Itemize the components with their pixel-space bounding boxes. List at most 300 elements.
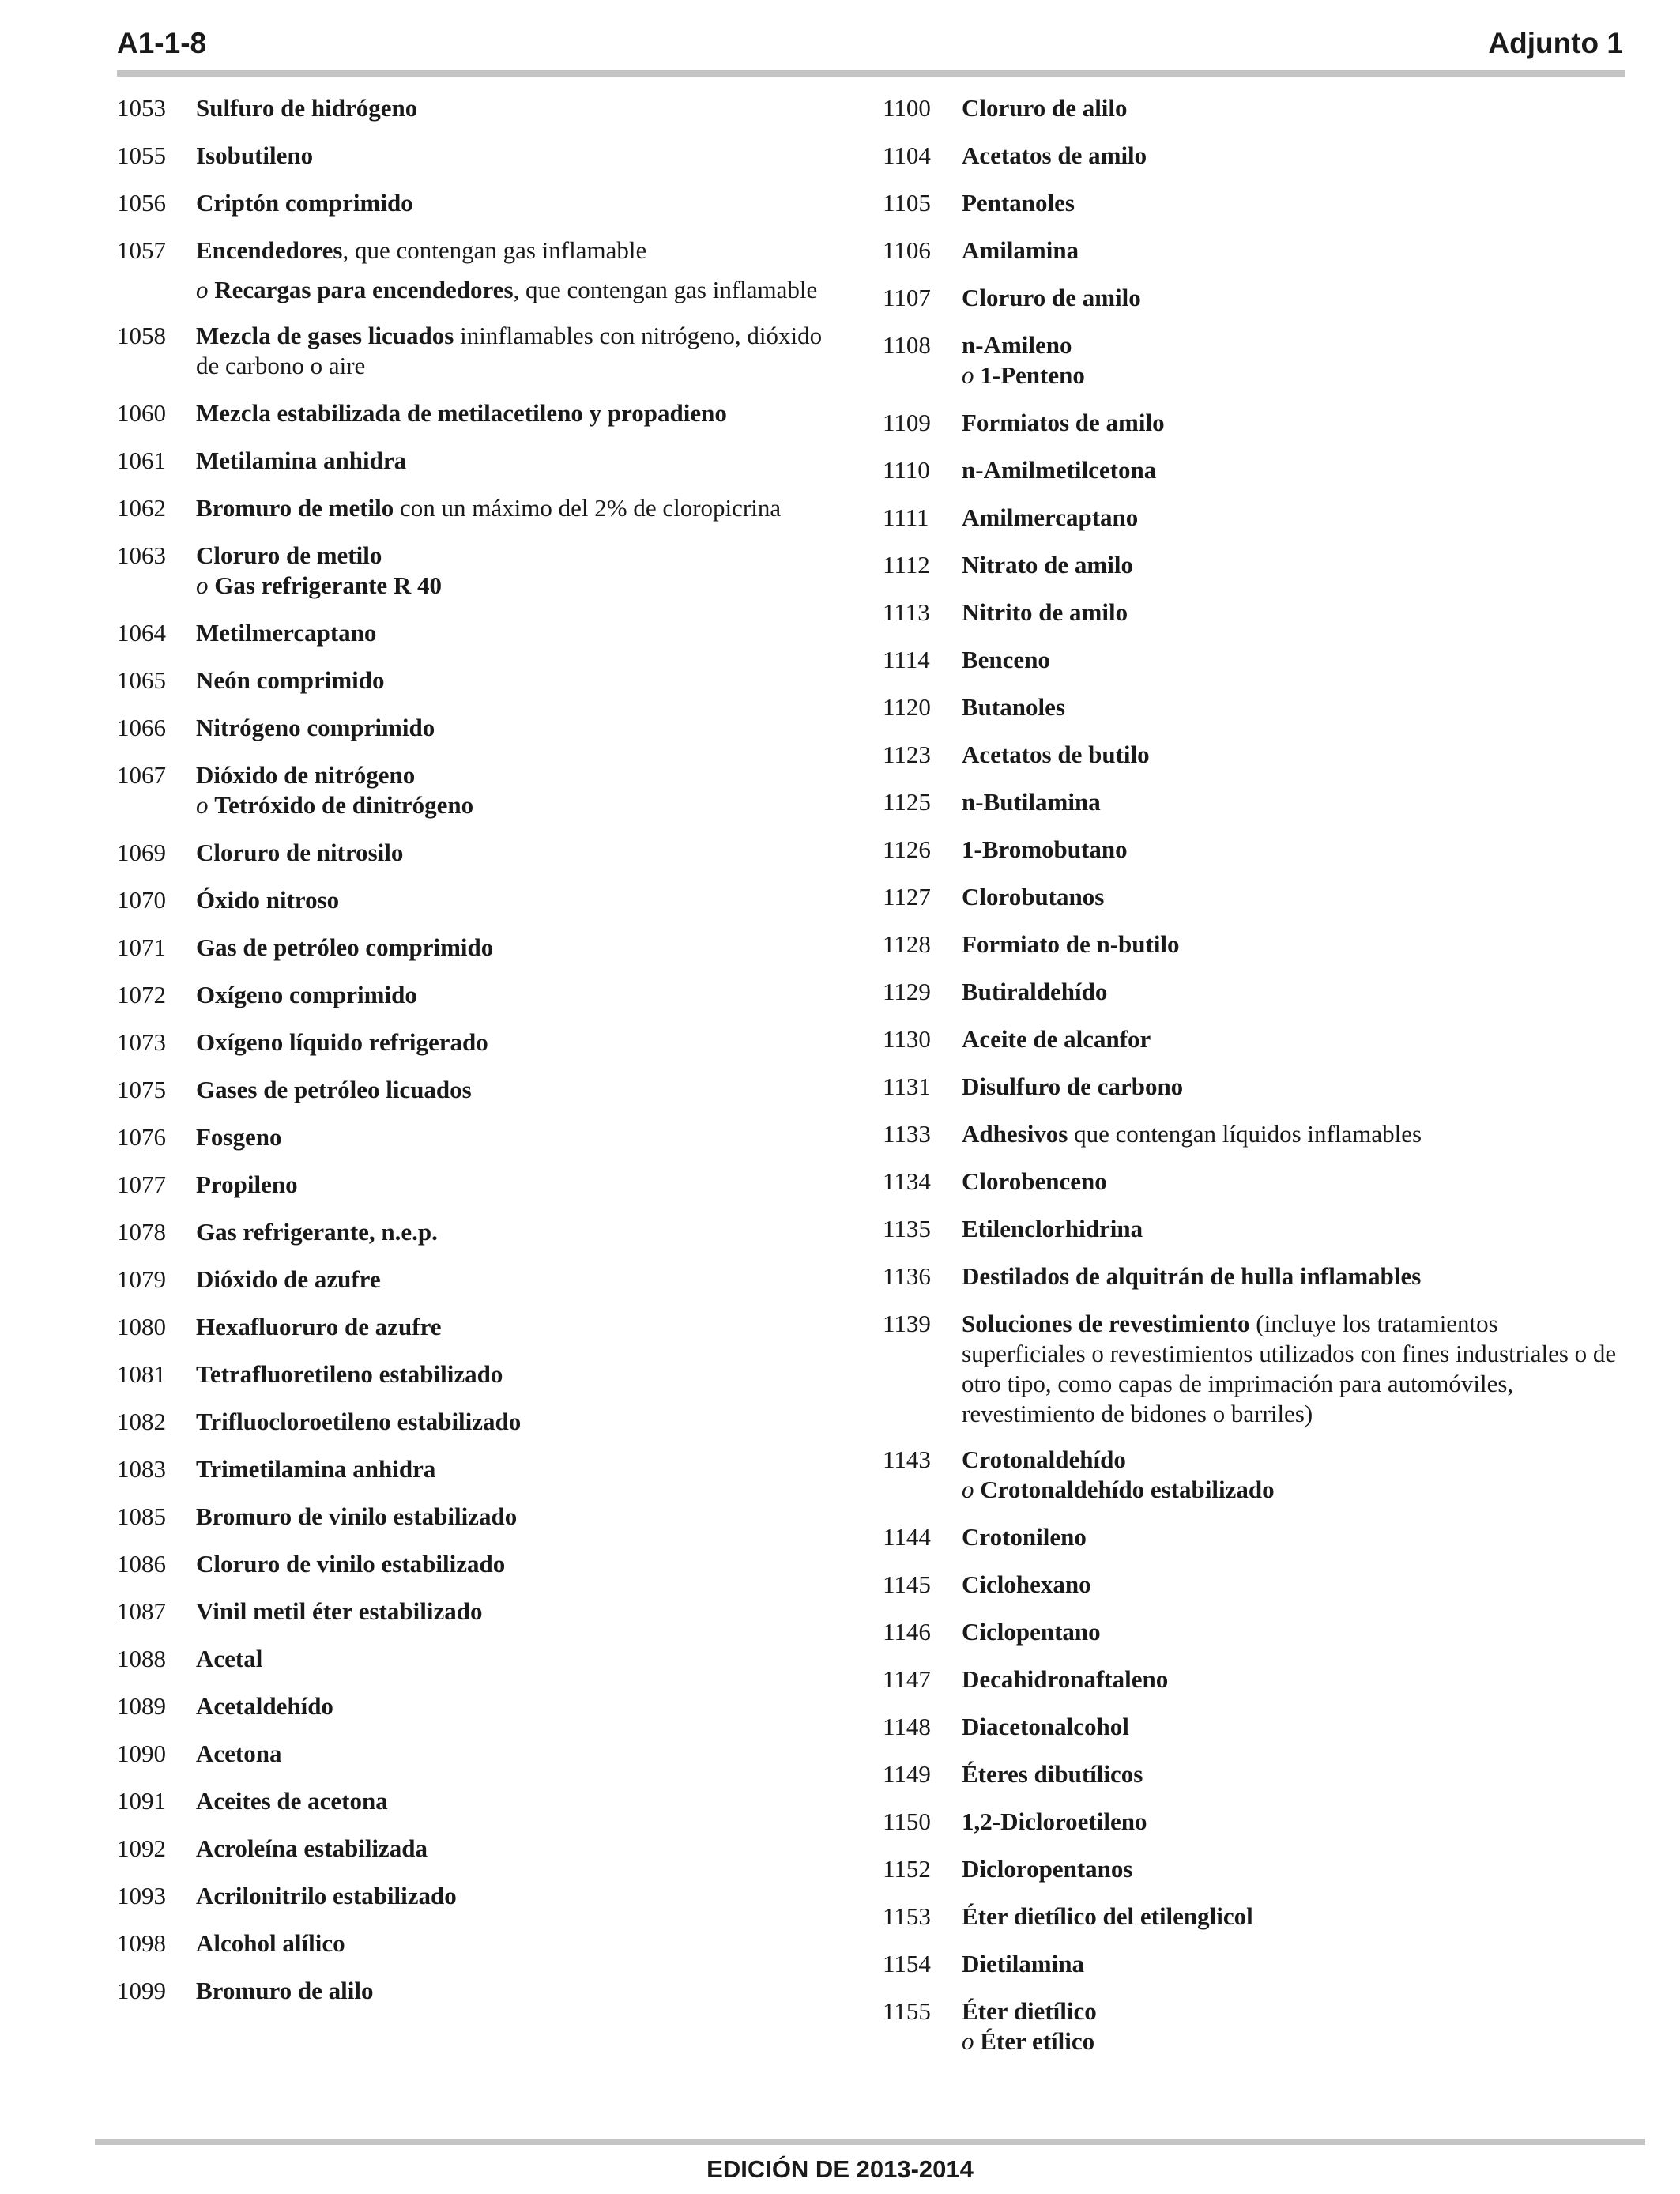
substance-name: Aceites de acetona [196,1787,388,1815]
substance-name: Propileno [196,1171,298,1198]
substance-name: Acetaldehído [196,1692,333,1720]
entry-text [196,93,844,123]
entry-text [196,1359,844,1389]
un-number: 1113 [883,598,930,626]
substance-name: Gases de petróleo licuados [196,1076,472,1103]
entry-text [962,835,1625,865]
un-number: 1083 [117,1455,166,1483]
entry [883,188,1625,218]
entry [883,93,1625,123]
un-number: 1145 [883,1570,931,1598]
entry [883,141,1625,171]
un-number: 1063 [117,541,166,569]
entry-alternative [117,275,844,305]
entry [883,1309,1625,1429]
substance-name: Acrilonitrilo estabilizado [196,1882,457,1909]
un-number: 1104 [883,141,931,169]
un-number: 1112 [883,551,930,579]
entry [117,933,844,963]
entry [117,760,844,790]
un-number: 1106 [883,236,931,264]
un-number: 1057 [117,236,166,264]
un-number: 1064 [117,619,166,647]
entry-text [962,1024,1625,1054]
substance-name: Mezcla de gases licuados [196,322,454,349]
un-number: 1133 [883,1120,931,1148]
substance-name: Dicloropentanos [962,1855,1133,1883]
entry [117,1739,844,1769]
entry [883,1214,1625,1244]
substance-name: Acetona [196,1740,282,1767]
substance-name: n-Amilmetilcetona [962,456,1157,484]
entry [117,1217,844,1247]
entry [883,1261,1625,1291]
substance-name: Ciclohexano [962,1570,1091,1598]
entry-text [962,1570,1625,1600]
un-number: 1080 [117,1313,166,1340]
entry-text [962,1807,1625,1837]
un-number: 1056 [117,189,166,217]
un-number: 1114 [883,646,930,673]
un-number: 1109 [883,409,931,436]
entry [117,1834,844,1864]
entry-text [962,503,1625,533]
entry [117,838,844,868]
entry [883,455,1625,485]
entry-text [962,93,1625,123]
un-number: 1120 [883,693,931,721]
entry [883,598,1625,628]
un-number: 1081 [117,1360,166,1388]
entry [117,236,844,266]
entry-text [196,980,844,1010]
entry-text [196,236,844,266]
substance-description: ininflamables con nitrógeno, dióxido de carbono o aire [196,322,823,379]
un-number: 1111 [883,503,929,531]
substance-name: Butiraldehído [962,978,1108,1005]
entry [883,692,1625,722]
entry [117,188,844,218]
un-number: 1100 [883,94,931,122]
entry-text [196,321,844,381]
entry [883,283,1625,313]
entry-text [196,1786,844,1816]
un-number: 1076 [117,1123,166,1151]
entry [883,929,1625,959]
un-number: 1136 [883,1262,931,1290]
entry-text [196,1265,844,1295]
substance-name: Ciclopentano [962,1618,1101,1646]
entry [883,330,1625,360]
entry [883,1664,1625,1695]
substance-name: Disulfuro de carbono [962,1072,1184,1100]
entry-text [196,1312,844,1342]
entry [117,1976,844,2006]
right-column [883,93,1625,2056]
substance-name: Gas refrigerante R 40 [214,571,443,599]
entry [883,550,1625,580]
entry [883,1949,1625,1979]
substance-name: Criptón comprimido [196,189,413,217]
entry-text [962,550,1625,580]
substance-name: Acetal [196,1645,263,1672]
entry-text [196,1549,844,1579]
entry-text [196,1739,844,1769]
entry [883,835,1625,865]
substance-name: n-Butilamina [962,788,1101,816]
un-number: 1089 [117,1692,166,1720]
substance-name: Oxígeno comprimido [196,981,417,1008]
un-number: 1150 [883,1808,931,1835]
entry [883,1024,1625,1054]
entry-text [962,360,1625,390]
substance-name: Sulfuro de hidrógeno [196,94,418,122]
entry [883,882,1625,912]
entry [883,1807,1625,1837]
un-number: 1072 [117,981,166,1008]
substance-name: Alcohol alílico [196,1929,345,1957]
entry-alternative [883,1475,1625,1505]
un-number: 1126 [883,835,931,863]
entry [117,1170,844,1200]
entry-text [962,1712,1625,1742]
substance-description: , que contengan gas inflamable [513,276,818,303]
entry [883,977,1625,1007]
substance-name: Bromuro de alilo [196,1977,374,2004]
entry-text [196,275,844,305]
entry [117,1928,844,1958]
entry-text [196,760,844,790]
substance-name: Vinil metil éter estabilizado [196,1597,483,1625]
substance-name: Destilados de alquitrán de hulla inflamables [962,1262,1422,1290]
un-number: 1078 [117,1218,166,1246]
entry-text [962,1617,1625,1647]
entry-text [962,1902,1625,1932]
entry-text [962,408,1625,438]
un-number: 1085 [117,1502,166,1530]
entry [883,1167,1625,1197]
entry [117,1122,844,1152]
substance-name: Acetatos de amilo [962,141,1147,169]
substance-name: Pentanoles [962,189,1075,217]
entry-text [962,1119,1625,1149]
entry [883,645,1625,675]
entry [883,1902,1625,1932]
entry-text [196,885,844,915]
un-number: 1110 [883,456,930,484]
substance-name: Dietilamina [962,1950,1084,1977]
substance-name: Formiatos de amilo [962,409,1165,436]
substance-description: (incluye los tratamientos superficiales o revestimientos utilizados con fines industriales o de otro tipo, como capas de imprimación para automóviles, revestimiento de bidones o barriles) [962,1310,1617,1427]
entry-text [962,188,1625,218]
entry [883,1759,1625,1789]
un-number: 1146 [883,1618,931,1646]
un-number: 1071 [117,933,166,961]
substance-name: Oxígeno líquido refrigerado [196,1028,488,1056]
entry-text [196,446,844,476]
entry [883,1854,1625,1884]
entry [117,398,844,428]
entry-text [196,713,844,743]
entry-text [196,1976,844,2006]
un-number: 1098 [117,1929,166,1957]
entry [883,1522,1625,1552]
un-number: 1131 [883,1072,931,1100]
entry-text [962,645,1625,675]
left-column [117,93,844,2006]
entry-text [962,330,1625,360]
entry [883,236,1625,266]
un-number: 1062 [117,494,166,522]
entry-text [962,1072,1625,1102]
entry [883,740,1625,770]
entry [883,1445,1625,1475]
substance-name: Recargas para encendedores [214,276,514,303]
substance-name: Bromuro de vinilo estabilizado [196,1502,518,1530]
entry-text [196,1881,844,1911]
entry-text [962,598,1625,628]
substance-name: Tetróxido de dinitrógeno [214,791,474,819]
entry [117,446,844,476]
substance-name: Butanoles [962,693,1065,721]
entry-text [962,1996,1625,2026]
un-number: 1107 [883,284,931,311]
un-number: 1087 [117,1597,166,1625]
substance-name: Nitrito de amilo [962,598,1128,626]
substance-name: Éter dietílico [962,1997,1097,2025]
entry-text [962,236,1625,266]
un-number: 1065 [117,666,166,694]
un-number: 1099 [117,1977,166,2004]
un-number: 1148 [883,1713,931,1740]
entry-text [196,1644,844,1674]
entry [117,141,844,171]
edition-footer: EDICIÓN DE 2013-2014 [706,2155,974,2183]
un-number: 1149 [883,1760,931,1788]
alternative-marker: o [962,1476,981,1503]
substance-name: Crotonileno [962,1523,1087,1551]
substance-name: n-Amileno [962,331,1072,359]
entry-text [196,571,844,601]
un-number: 1067 [117,761,166,789]
entry-text [196,838,844,868]
substance-name: Metilamina anhidra [196,447,407,474]
un-number: 1147 [883,1665,931,1693]
substance-name: Clorobenceno [962,1167,1107,1195]
substance-name: Isobutileno [196,141,314,169]
substance-name: Fosgeno [196,1123,282,1151]
entry-text [196,1502,844,1532]
entry [883,1119,1625,1149]
entry-text [962,1664,1625,1695]
entry [117,1644,844,1674]
substance-name: Éteres dibutílicos [962,1760,1143,1788]
entry [117,541,844,571]
entry-alternative [883,2026,1625,2056]
substance-name: Crotonaldehído estabilizado [980,1476,1275,1503]
entry [883,503,1625,533]
un-number: 1108 [883,331,931,359]
entry-text [962,1854,1625,1884]
substance-name: Dióxido de nitrógeno [196,761,416,789]
substance-name: Éter dietílico del etilenglicol [962,1902,1253,1930]
un-number: 1092 [117,1834,166,1862]
entry [117,1407,844,1437]
entry [117,1549,844,1579]
entry-text [962,740,1625,770]
entry [117,885,844,915]
entry-alternative [883,360,1625,390]
entry-text [196,1027,844,1057]
entry-text [962,1214,1625,1244]
un-number: 1055 [117,141,166,169]
entry [117,618,844,648]
entry-text [962,283,1625,313]
un-number: 1086 [117,1550,166,1578]
un-number: 1073 [117,1028,166,1056]
un-number: 1155 [883,1997,931,2025]
entry-text [962,141,1625,171]
substance-name: Hexafluoruro de azufre [196,1313,442,1340]
entry-text [196,398,844,428]
un-number: 1143 [883,1446,931,1473]
entry [117,1075,844,1105]
entry-text [196,1454,844,1484]
substance-name: Éter etílico [980,2027,1095,2055]
entry [883,1996,1625,2026]
entry-alternative [117,571,844,601]
alternative-marker: o [962,2027,981,2055]
un-number: 1152 [883,1855,931,1883]
entry [117,713,844,743]
substance-name: Nitrógeno comprimido [196,714,435,741]
un-number: 1061 [117,447,166,474]
attachment-label: Adjunto 1 [1488,27,1623,59]
entry [117,1691,844,1721]
entry [117,1881,844,1911]
entry-text [962,1167,1625,1197]
substance-description: , que contengan gas inflamable [342,236,647,264]
un-number: 1130 [883,1025,931,1053]
substance-name: Mezcla estabilizada de metilacetileno y propadieno [196,399,727,427]
entry-text [196,1217,844,1247]
substance-name: Decahidronaftaleno [962,1665,1169,1693]
un-number: 1060 [117,399,166,427]
entry-text [196,541,844,571]
header-rule [117,70,1625,77]
un-number: 1058 [117,322,166,349]
substance-name: Neón comprimido [196,666,385,694]
entry [883,1072,1625,1102]
un-number: 1077 [117,1171,166,1198]
un-number: 1066 [117,714,166,741]
entry-text [962,1759,1625,1789]
entry [883,408,1625,438]
entry [883,1570,1625,1600]
entry-text [196,1834,844,1864]
substance-name: Gas de petróleo comprimido [196,933,494,961]
entry-text [196,1407,844,1437]
un-number: 1144 [883,1523,931,1551]
substance-name: Amilamina [962,236,1079,264]
un-number: 1088 [117,1645,166,1672]
entry [883,787,1625,817]
un-number: 1075 [117,1076,166,1103]
un-number: 1091 [117,1787,166,1815]
substance-name: Crotonaldehído [962,1446,1126,1473]
substance-description: que contengan líquidos inflamables [1068,1120,1422,1148]
entry-text [962,787,1625,817]
entry [883,1712,1625,1742]
substance-name: Metilmercaptano [196,619,377,647]
entry [117,321,844,381]
entry-text [196,1170,844,1200]
substance-name: 1-Penteno [980,361,1085,389]
un-number: 1153 [883,1902,931,1930]
un-number: 1070 [117,886,166,914]
substance-name: 1,2-Dicloroetileno [962,1808,1147,1835]
entry-text [196,933,844,963]
un-number: 1125 [883,788,931,816]
un-number: 1123 [883,741,931,768]
substance-name: Adhesivos [962,1120,1068,1148]
substance-name: Etilenclorhidrina [962,1215,1143,1242]
entry-text [962,882,1625,912]
entry-text [962,1475,1625,1505]
substance-name: Cloruro de vinilo estabilizado [196,1550,506,1578]
entry [117,1502,844,1532]
substance-name: Cloruro de nitrosilo [196,839,404,866]
substance-name: Cloruro de amilo [962,284,1141,311]
entry-text [196,618,844,648]
entry [117,493,844,523]
entry-text [962,1949,1625,1979]
entry-text [196,1122,844,1152]
entry-text [196,790,844,820]
entry-text [196,1596,844,1627]
substance-name: Gas refrigerante, n.e.p. [196,1218,438,1246]
entry [117,1265,844,1295]
substance-name: Acroleína estabilizada [196,1834,428,1862]
entry [117,1596,844,1627]
entry-text [196,1691,844,1721]
page-number: A1-1-8 [117,27,207,59]
entry-text [962,977,1625,1007]
substance-name: Aceite de alcanfor [962,1025,1151,1053]
substance-description: con un máximo del 2% de cloropicrina [394,494,782,522]
un-number: 1079 [117,1265,166,1293]
entry [117,1027,844,1057]
un-number: 1093 [117,1882,166,1909]
substance-name: Cloruro de alilo [962,94,1128,122]
un-number: 1139 [883,1310,931,1337]
substance-name: Acetatos de butilo [962,741,1150,768]
entry-alternative [117,790,844,820]
substance-name: Amilmercaptano [962,503,1139,531]
un-number: 1154 [883,1950,931,1977]
alternative-marker: o [196,571,215,599]
entry [117,1312,844,1342]
entry [117,93,844,123]
entry-text [196,1075,844,1105]
entry [117,1454,844,1484]
entry-text [196,141,844,171]
footer-rule [95,2139,1645,2145]
entry-text [962,2026,1625,2056]
un-number: 1105 [883,189,931,217]
un-number: 1128 [883,930,931,958]
un-number: 1134 [883,1167,931,1195]
